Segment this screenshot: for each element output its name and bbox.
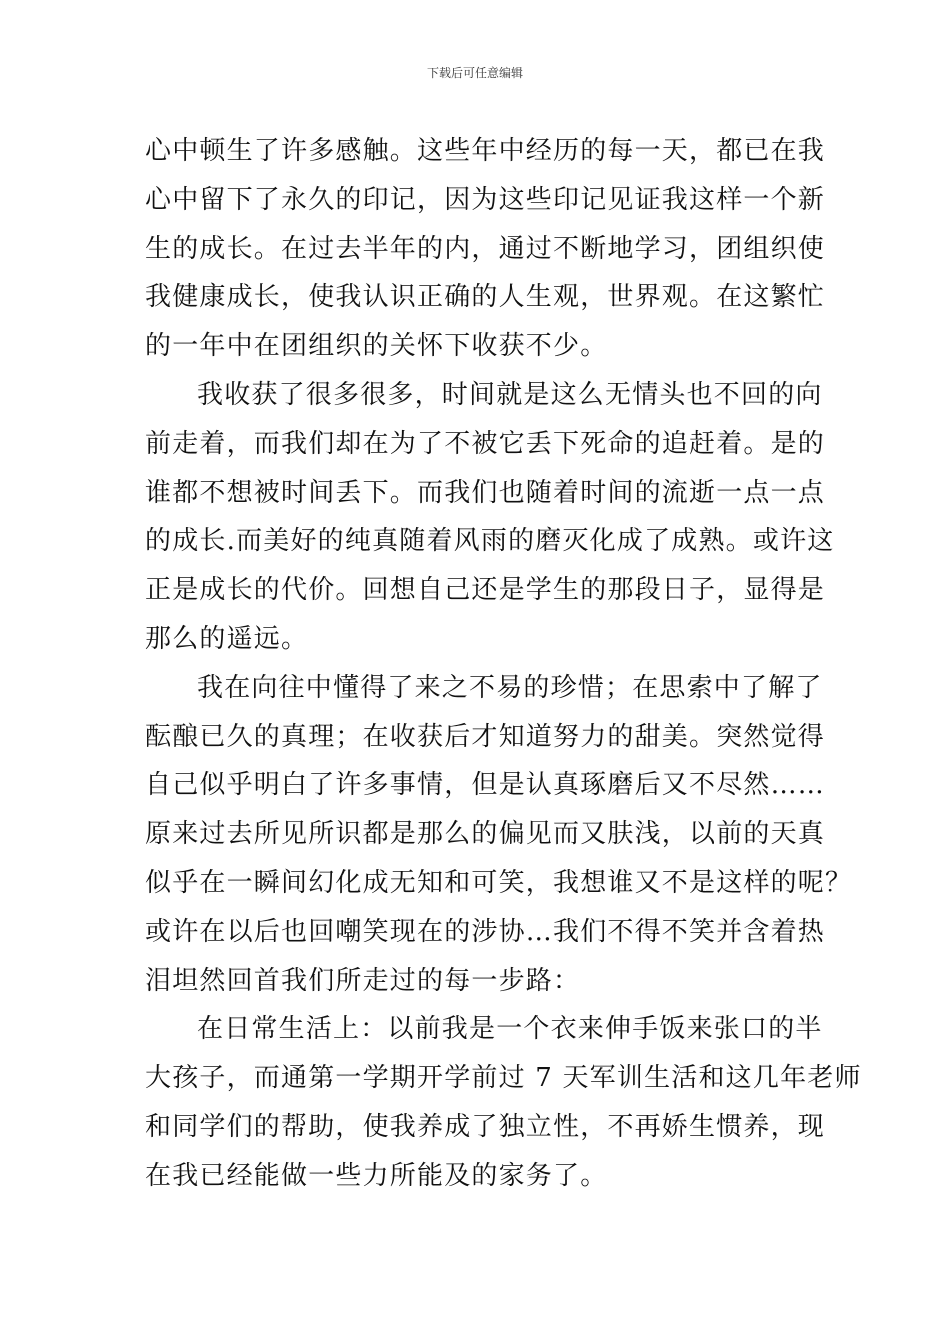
paragraph-line: 自己似乎明白了许多事情，但是认真琢磨后又不尽然…… [145, 770, 826, 801]
paragraph-line: 那么的遥远。 [145, 623, 309, 654]
paragraph-4 [145, 1005, 862, 1200]
paragraph-line: 在我已经能做一些力所能及的家务了。 [145, 1160, 608, 1191]
paragraph-1 [145, 127, 826, 371]
paragraph-line: 原来过去所见所识都是那么的偏见而又肤浅，以前的天真 [145, 819, 826, 850]
paragraph-line: 的一年中在团组织的关怀下收获不少。 [145, 331, 608, 362]
paragraph-line: 似乎在一瞬间幻化成无知和可笑，我想谁又不是这样的呢？ [145, 867, 853, 898]
paragraph-line: 心中顿生了许多感触。这些年中经历的每一天，都已在我 [145, 136, 826, 166]
paragraph-line: 我收获了很多很多，时间就是这么无情头也不回的向 [197, 379, 823, 410]
paragraph-line: 大孩子，而通第一学期开学前过 7 天军训生活和这几年老师 [145, 1063, 862, 1094]
paragraph-line: 生的成长。在过去半年的内，通过不断地学习，团组织使 [145, 233, 826, 264]
page-header: 下载后可任意编辑 [426, 66, 523, 80]
paragraph-line: 谁都不想被时间丢下。而我们也随着时间的流逝一点一点 [145, 477, 826, 508]
paragraph-line: 前走着，而我们却在为了不被它丢下死命的追赶着。是的 [145, 428, 826, 459]
paragraph-line: 我在向往中懂得了来之不易的珍惜；在思索中了解了 [197, 672, 823, 703]
paragraph-line: 在日常生活上：以前我是一个衣来伸手饭来张口的半 [197, 1014, 823, 1045]
paragraph-line: 泪坦然回首我们所走过的每一步路： [145, 965, 581, 996]
paragraph-line: 的成长.而美好的纯真随着风雨的磨灭化成了成熟。或许这 [145, 526, 835, 557]
paragraph-line: 和同学们的帮助，使我养成了独立性，不再娇生惯养，现 [145, 1111, 826, 1142]
document-body [145, 127, 862, 1201]
paragraph-line: 心中留下了永久的印记，因为这些印记见证我这样一个新 [145, 184, 826, 215]
paragraph-line: 酝酿已久的真理；在收获后才知道努力的甜美。突然觉得 [145, 721, 826, 752]
paragraph-3 [145, 664, 853, 1006]
paragraph-2 [145, 371, 835, 664]
paragraph-line: 或许在以后也回嘲笑现在的涉协…我们不得不笑并含着热 [145, 916, 826, 947]
paragraph-line: 我健康成长，使我认识正确的人生观，世界观。在这繁忙 [145, 282, 826, 313]
paragraph-line: 正是成长的代价。回想自己还是学生的那段日子，显得是 [145, 575, 826, 606]
